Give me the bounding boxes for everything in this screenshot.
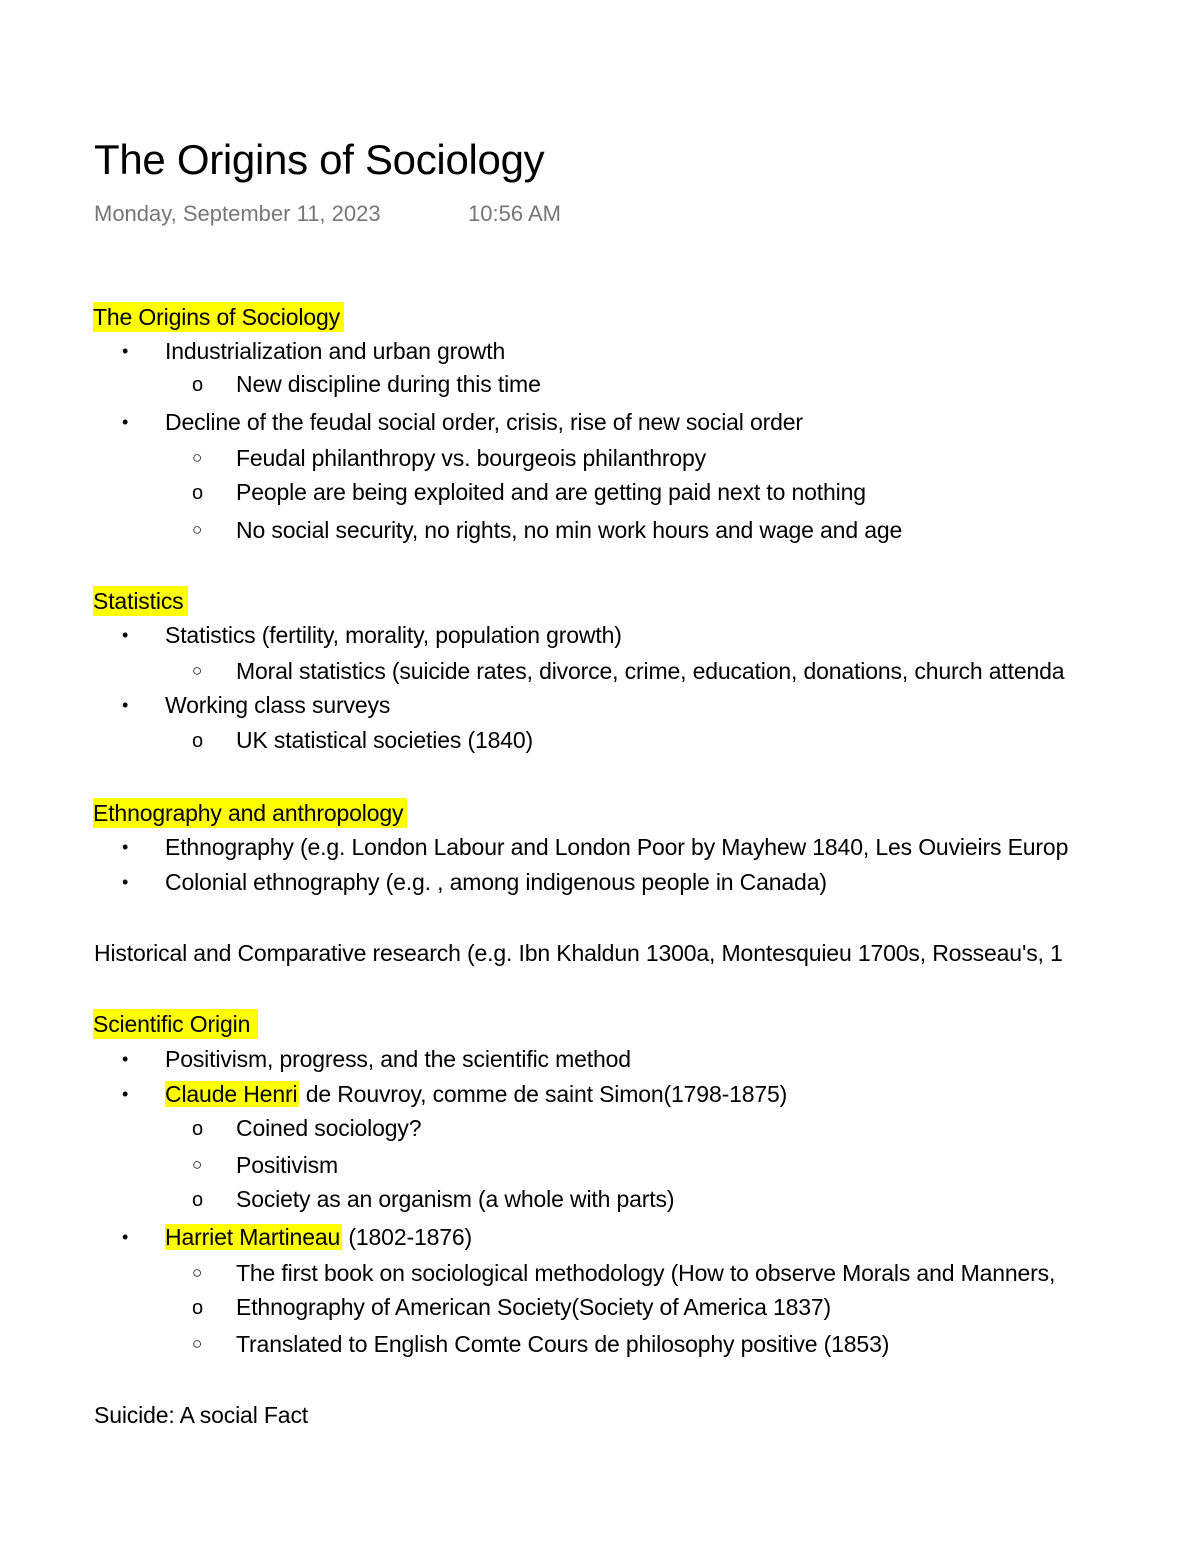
bullet-circle: ○ (192, 1334, 203, 1353)
list-subitem-first-book: The first book on sociological methodology (How to observe Morals and Manners, (236, 1260, 1056, 1286)
bullet-dot: • (122, 341, 129, 361)
bullet-dot: • (122, 1227, 129, 1247)
bullet-dot: • (122, 1084, 129, 1104)
section-heading-statistics (94, 586, 188, 616)
highlight-harriet-martineau: Harriet Martineau (165, 1224, 341, 1250)
bullet-circle: ○ (192, 1263, 203, 1282)
bullet-o: o (192, 1118, 204, 1140)
martineau-dates: (1802-1876) (342, 1224, 473, 1250)
section-heading-scientific (94, 1009, 258, 1039)
list-subitem-coined: Coined sociology? (236, 1115, 422, 1141)
list-subitem-organism: Society as an organism (a whole with parts) (236, 1186, 675, 1212)
bullet-o: o (192, 730, 204, 752)
list-subitem-translated-comte: Translated to English Comte Cours de philosophy positive (1853) (236, 1331, 890, 1357)
bullet-circle: ○ (192, 1155, 203, 1174)
section-heading-origins (94, 302, 344, 332)
bullet-circle: ○ (192, 661, 203, 680)
list-subitem-no-security: No social security, no rights, no min work hours and wage and age (236, 517, 903, 543)
page-title: The Origins of Sociology (94, 136, 545, 183)
highlight-claude-henri: Claude Henri (165, 1081, 298, 1107)
list-subitem-positivism: Positivism (236, 1152, 339, 1178)
bullet-circle: ○ (192, 448, 203, 467)
highlight-ethnography-heading: Ethnography and anthropology (93, 798, 407, 828)
list-item-saint-simon (165, 1079, 787, 1109)
list-subitem-uk-societies: UK statistical societies (1840) (236, 727, 534, 753)
list-item-ethnography: Ethnography (e.g. London Labour and London Poor by Mayhew 1840, Les Ouvieirs Europ (165, 834, 1069, 860)
bullet-o: o (192, 1297, 204, 1319)
bullet-dot: • (122, 625, 129, 645)
highlight-origins-heading: The Origins of Sociology (93, 302, 344, 332)
bullet-dot: • (122, 695, 129, 715)
paragraph-historical: Historical and Comparative research (e.g. Ibn Khaldun 1300a, Montesquieu 1700s, Rosseau's, 1 (94, 940, 1063, 966)
saint-simon-text: de Rouvroy, comme de saint Simon(1798-1875) (299, 1081, 788, 1107)
list-subitem-exploited: People are being exploited and are getting paid next to nothing (236, 479, 866, 505)
page-time: 10:56 AM (468, 201, 561, 226)
bullet-dot: • (122, 837, 129, 857)
bullet-o: o (192, 1189, 204, 1211)
bullet-dot: • (122, 872, 129, 892)
list-subitem-new-discipline: New discipline during this time (236, 371, 541, 397)
list-item-feudal-decline: Decline of the feudal social order, crisis, rise of new social order (165, 409, 803, 435)
list-item-working-class: Working class surveys (165, 692, 391, 718)
list-item-colonial-ethnography: Colonial ethnography (e.g. , among indigenous people in Canada) (165, 869, 827, 895)
paragraph-suicide: Suicide: A social Fact (94, 1402, 309, 1428)
list-subitem-american-society: Ethnography of American Society(Society of America 1837) (236, 1294, 832, 1320)
list-item-industrialization: Industrialization and urban growth (165, 338, 506, 364)
list-item-statistics: Statistics (fertility, morality, population growth) (165, 622, 622, 648)
page-date: Monday, September 11, 2023 (94, 201, 381, 226)
highlight-statistics-heading: Statistics (93, 586, 188, 616)
bullet-circle: ○ (192, 520, 203, 539)
bullet-dot: • (122, 1049, 129, 1069)
list-subitem-moral-statistics: Moral statistics (suicide rates, divorce, crime, education, donations, church attenda (236, 658, 1065, 684)
highlight-scientific-heading: Scientific Origin (93, 1009, 258, 1039)
bullet-dot: • (122, 412, 129, 432)
section-heading-ethnography (94, 798, 407, 828)
list-item-martineau (165, 1222, 472, 1252)
list-item-positivism: Positivism, progress, and the scientific method (165, 1046, 631, 1072)
list-subitem-philanthropy: Feudal philanthropy vs. bourgeois philanthropy (236, 445, 707, 471)
bullet-o: o (192, 374, 204, 396)
bullet-o: o (192, 482, 204, 504)
